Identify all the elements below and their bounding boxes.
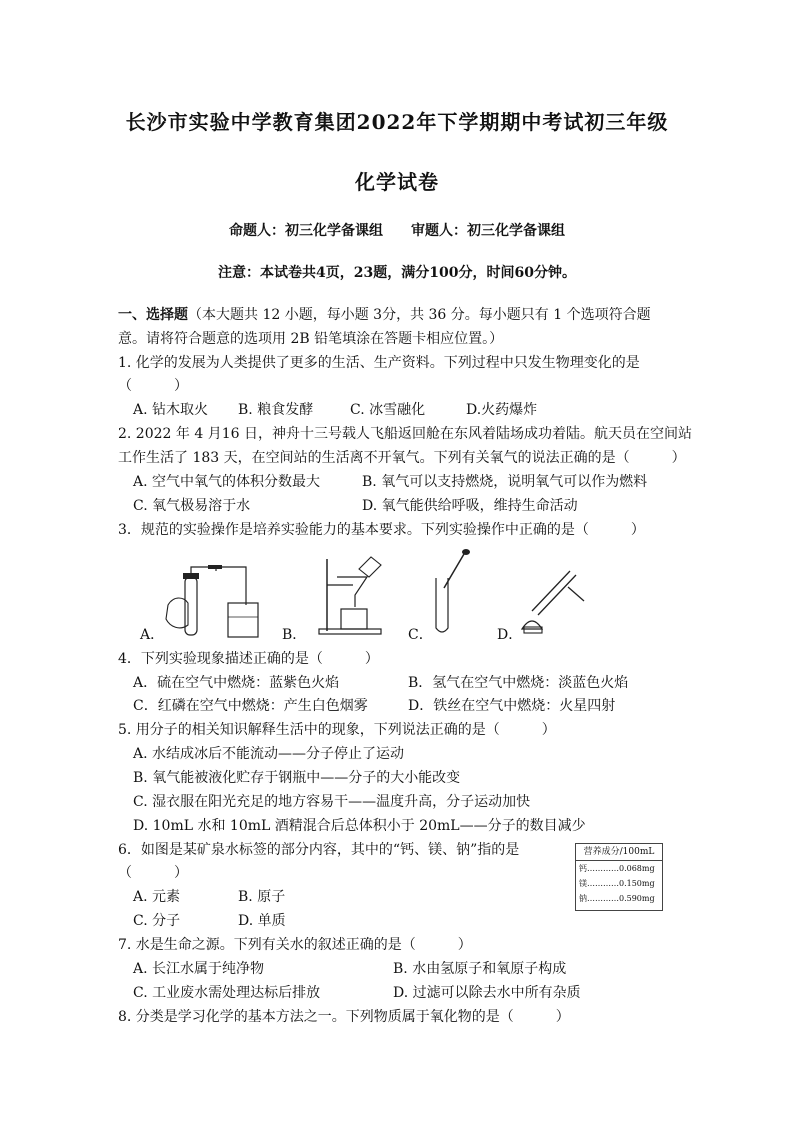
exam-title: 长沙市实验中学教育集团2022年下学期期中考试初三年级	[125, 110, 669, 134]
q2-option-a: A. 空气中氧气的体积分数最大	[133, 474, 321, 490]
q1-paren: （ ）	[118, 378, 188, 394]
label-row: 钙…………0.068mg	[579, 864, 655, 873]
q3-option-a-label: A．	[140, 627, 165, 643]
section-intro-line1	[118, 306, 651, 324]
q4-option-d: D．铁丝在空气中燃烧：火星四射	[408, 698, 616, 714]
q8-stem: 8. 分类是学习化学的基本方法之一。下列物质属于氧化物的是（ ）	[118, 1009, 570, 1025]
q7-option-d: D. 过滤可以除去水中所有杂质	[393, 985, 581, 1001]
q1-option-b: B. 粮食发酵	[238, 402, 314, 418]
apparatus-d-illustration	[518, 565, 588, 637]
q2-stem-line1: 2. 2022 年 4 月16 日，神舟十三号载人飞船返回舱在东风着陆场成功着陆。航天员在空间站	[118, 426, 692, 442]
q5-option-a: A. 水结成冰后不能流动——分子停止了运动	[133, 746, 405, 762]
q3-option-d-label: D．	[497, 627, 523, 643]
q5-option-b: B. 氧气能被液化贮存于钢瓶中——分子的大小能改变	[133, 770, 461, 786]
section-intro-text: （本大题共 12 小题，每小题 3分，共 36 分。每小题只有 1 个选项符合题	[188, 307, 651, 323]
q4-option-c: C．红磷在空气中燃烧：产生白色烟雾	[133, 698, 368, 714]
q3-option-c-label: C．	[408, 627, 433, 643]
label-row: 钠…………0.590mg	[579, 894, 655, 903]
apparatus-c-illustration	[428, 548, 473, 638]
q6-stem: 6．如图是某矿泉水标签的部分内容，其中的“钙、镁、钠”指的是	[118, 842, 520, 858]
q3-stem: 3．规范的实验操作是培养实验能力的基本要求。下列实验操作中正确的是（ ）	[118, 522, 645, 538]
q2-option-c: C. 氧气极易溶于水	[133, 498, 251, 514]
authors-line: 命题人：初三化学备课组 审题人：初三化学备课组	[229, 223, 565, 239]
section-intro-line2: 意。请将符合题意的选项用 2B 铅笔填涂在答题卡相应位置。）	[118, 331, 504, 347]
q3-option-b-label: B．	[282, 627, 307, 643]
q5-option-d: D. 10mL 水和 10mL 酒精混合后总体积小于 20mL——分子的数目减少	[133, 818, 586, 834]
q7-option-c: C. 工业废水需处理达标后排放	[133, 985, 321, 1001]
q4-option-b: B．氢气在空气中燃烧：淡蓝色火焰	[408, 675, 629, 691]
q2-option-d: D. 氧气能供给呼吸，维持生命活动	[362, 498, 578, 514]
q7-option-a: A. 长江水属于纯净物	[133, 961, 265, 977]
q1-option-d: D.火药爆炸	[466, 402, 538, 418]
q6-paren: （ ）	[118, 865, 188, 881]
exam-subtitle: 化学试卷	[355, 170, 439, 194]
q5-stem: 5. 用分子的相关知识解释生活中的现象，下列说法正确的是（ ）	[118, 722, 556, 738]
q2-stem-line2: 工作生活了 183 天，在空间站的生活离不开氧气。下列有关氧气的说法正确的是（ ）	[118, 450, 686, 466]
q7-option-b: B. 水由氢原子和氧原子构成	[393, 961, 567, 977]
q6-option-c: C. 分子	[133, 913, 181, 929]
q1-stem: 1. 化学的发展为人类提供了更多的生活、生产资料。下列过程中只发生物理变化的是	[118, 355, 640, 371]
notice-line: 注意：本试卷共4页，23题，满分100分，时间60分钟。	[218, 265, 576, 281]
q6-option-b: B. 原子	[238, 889, 286, 905]
q4-stem: 4．下列实验现象描述正确的是（ ）	[118, 651, 379, 667]
q6-option-d: D. 单质	[238, 913, 286, 929]
label-row: 镁…………0.150mg	[579, 879, 655, 888]
q7-stem: 7. 水是生命之源。下列有关水的叙述正确的是（ ）	[118, 937, 472, 953]
q5-option-c: C. 湿衣服在阳光充足的地方容易干——温度升高，分子运动加快	[133, 794, 531, 810]
apparatus-b-illustration	[315, 555, 390, 637]
q6-option-a: A. 元素	[133, 889, 181, 905]
q1-option-c: C. 冰雪融化	[350, 402, 426, 418]
section-heading: 一、选择题	[118, 307, 188, 323]
label-header: 营养成分/100mL	[576, 844, 662, 861]
apparatus-a-illustration	[160, 565, 265, 641]
q4-option-a: A．硫在空气中燃烧：蓝紫色火焰	[133, 675, 340, 691]
q1-option-a: A. 钻木取火	[133, 402, 209, 418]
mineral-water-label	[575, 843, 663, 911]
q2-option-b: B. 氧气可以支持燃烧，说明氧气可以作为燃料	[362, 474, 648, 490]
